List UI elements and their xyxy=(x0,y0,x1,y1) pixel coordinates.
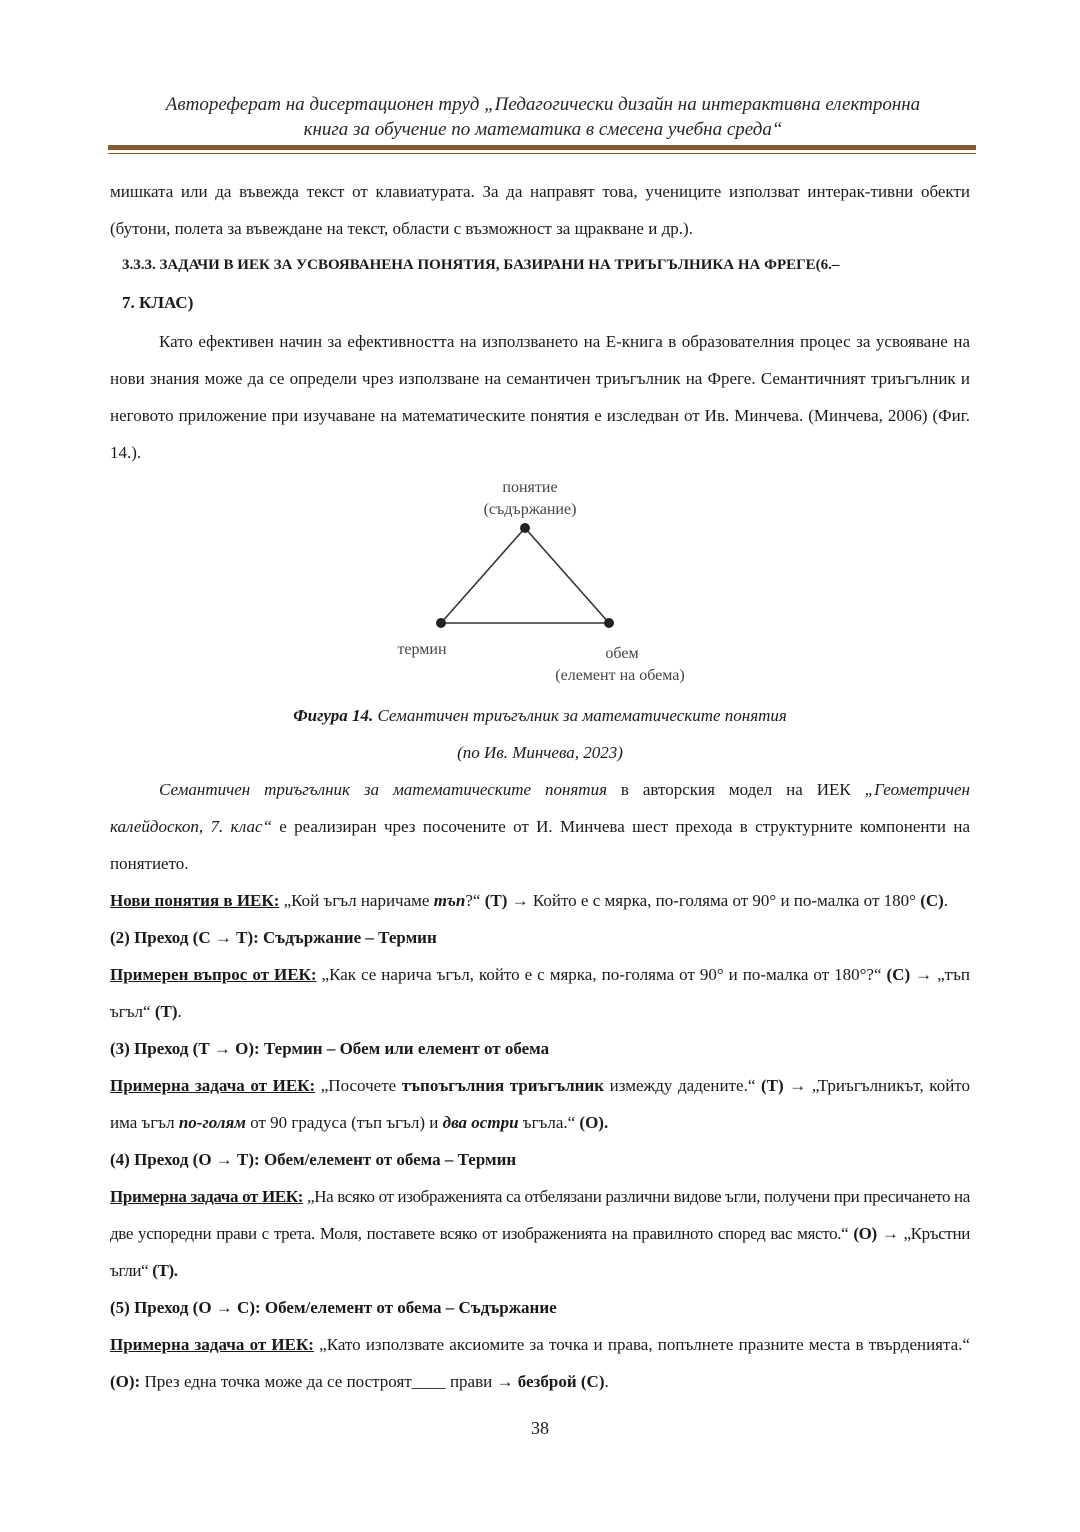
marker: (Т) xyxy=(484,891,508,910)
marker: (О) xyxy=(853,1224,877,1243)
vertex-extent xyxy=(604,618,614,628)
item-example-task-5 xyxy=(110,1326,970,1400)
marker: (С) xyxy=(920,891,944,910)
text: измежду дадените.“ xyxy=(604,1076,761,1095)
marker: (С) xyxy=(580,1372,605,1391)
text: „На всяко от изображенията са отбелязани различни видове ъгли, получени при пресичането на две успоредни прави с трета. Моля, поставете всяко от изображенията на правилното според вас място.“ xyxy=(110,1187,970,1243)
emphasis: тъпоъгълния триъгълник xyxy=(401,1076,605,1095)
text: е реализиран чрез посочените от И. Минчева шест прехода в структурните компоненти на понятието. xyxy=(110,817,970,873)
figure-caption-source: (по Ив. Минчева, 2023) xyxy=(457,743,623,762)
italic-ebook-title: „Геометричен калейдоскоп, 7. клас“ xyxy=(110,780,970,836)
vertex-term xyxy=(436,618,446,628)
transition-5-heading: (5) Преход (О → С): Обем/елемент от обема – Съдържание xyxy=(110,1298,557,1317)
paragraph-model xyxy=(110,771,970,882)
label-concept: понятие xyxy=(502,479,558,496)
text: „Кой ъгъл наричаме xyxy=(279,891,434,910)
text: в авторския модел на ИЕК xyxy=(607,780,865,799)
item-example-question xyxy=(110,956,970,1030)
intro-paragraph: мишката или да въвежда текст от клавиатурата. За да направят това, учениците използват интерак-тивни обекти (бутони, полета за въвеждане на текст, области с възможност за щракване и др.). xyxy=(110,182,970,238)
marker: (Т) xyxy=(154,1002,178,1021)
emphasis: два остри xyxy=(442,1113,519,1132)
text: През една точка може да се построят____ прави → xyxy=(140,1372,518,1391)
item-example-task-3 xyxy=(110,1067,970,1141)
marker: (С) xyxy=(886,965,911,984)
marker: (Т). xyxy=(152,1261,178,1280)
label-concept-content: (съдържание) xyxy=(483,501,577,518)
item-example-task-4 xyxy=(110,1178,970,1289)
marker: (Т) xyxy=(760,1076,784,1095)
item-label: Примерна задача от ИЕК: xyxy=(110,1187,304,1206)
item-label: Примерна задача от ИЕК: xyxy=(110,1335,314,1354)
header-rule-thick xyxy=(108,145,976,150)
label-term: термин xyxy=(397,641,447,658)
text: → „Кръстни ъгли“ xyxy=(110,1224,970,1280)
figure-caption-text: Семантичен триъгълник за математическите понятия xyxy=(373,706,787,725)
label-extent-element: (елемент на обема) xyxy=(555,667,685,684)
text: „Посочете xyxy=(315,1076,402,1095)
label-extent: обем xyxy=(605,645,639,662)
paragraph-frege: Като ефективен начин за ефективността на използването на Е-книга в образователния процес за усвояване на нови знания може да се определи чрез използване на семантичен триъгълник на Фреге. Семантичният триъгълник и неговото приложение при изучаване на математическите понятия е изследван от Ив. Минчева. (Минчева, 2006) (Фиг. 14.). xyxy=(110,332,970,462)
italic-triangle-title: Семантичен триъгълник за математическите понятия xyxy=(159,780,607,799)
header-rule-thin xyxy=(108,153,976,154)
text: . xyxy=(943,891,949,910)
edge-concept-extent xyxy=(525,528,609,623)
figure-semantic-triangle xyxy=(110,471,970,697)
vertex-concept xyxy=(520,523,530,533)
item-label: Примерна задача от ИЕК: xyxy=(110,1076,316,1095)
item-label: Примерен въпрос от ИЕК: xyxy=(110,965,317,984)
running-header xyxy=(108,92,978,142)
header-line-2: книга за обучение по математика в смесена учебна среда“ xyxy=(303,119,783,140)
triangle-diagram xyxy=(110,471,970,697)
section-heading-line-1: 3.3.3. ЗАДАЧИ В ИЕК ЗА УСВОЯВАНЕНА ПОНЯТИЯ, БАЗИРАНИ НА ТРИЪГЪЛНИКА НА ФРЕГЕ(6.– xyxy=(122,257,840,273)
emphasis: по-голям xyxy=(178,1113,246,1132)
emphasis: безброй xyxy=(517,1372,577,1391)
emphasis: тъп xyxy=(433,891,466,910)
text: „Как се нарича ъгъл, който е с мярка, по-голяма от 90° и по-малка от 180°?“ xyxy=(316,965,887,984)
section-heading-line-2: 7. КЛАС) xyxy=(122,293,194,312)
text: ъгъла.“ xyxy=(518,1113,580,1132)
page-number: 38 xyxy=(531,1418,549,1438)
text: „Като използвате аксиомите за точка и права, попълнете празните места в твърденията.“ xyxy=(313,1335,970,1354)
marker: (О): xyxy=(110,1372,141,1391)
transition-3-heading: (3) Преход (Т → О): Термин – Обем или елемент от обема xyxy=(110,1039,550,1058)
marker: (О). xyxy=(579,1113,609,1132)
figure-caption xyxy=(110,697,970,734)
page-body xyxy=(110,173,970,1400)
transition-4-heading: (4) Преход (О → Т): Обем/елемент от обема – Термин xyxy=(110,1150,517,1169)
text: . xyxy=(604,1372,609,1391)
item-label: Нови понятия в ИЕК: xyxy=(110,891,280,910)
section-heading xyxy=(110,247,970,323)
transition-2-heading: (2) Преход (С → Т): Съдържание – Термин xyxy=(110,928,437,947)
text: от 90 градуса (тъп ъгъл) и xyxy=(245,1113,443,1132)
figure-caption-number: Фигура 14. xyxy=(293,706,374,725)
item-new-concepts xyxy=(110,882,970,919)
text: → „Триъгълникът, който има ъгъл xyxy=(110,1076,970,1132)
text: ?“ xyxy=(465,891,485,910)
text: → Който е с мярка, по-голяма от 90° и по-малка от 180° xyxy=(507,891,921,910)
edge-concept-term xyxy=(441,528,525,623)
header-line-1: Автореферат на дисертационен труд „Педагогически дизайн на интерактивна електронна xyxy=(165,94,921,115)
text: → „тъп ъгъл“ xyxy=(110,965,970,1021)
text: . xyxy=(177,1002,182,1021)
